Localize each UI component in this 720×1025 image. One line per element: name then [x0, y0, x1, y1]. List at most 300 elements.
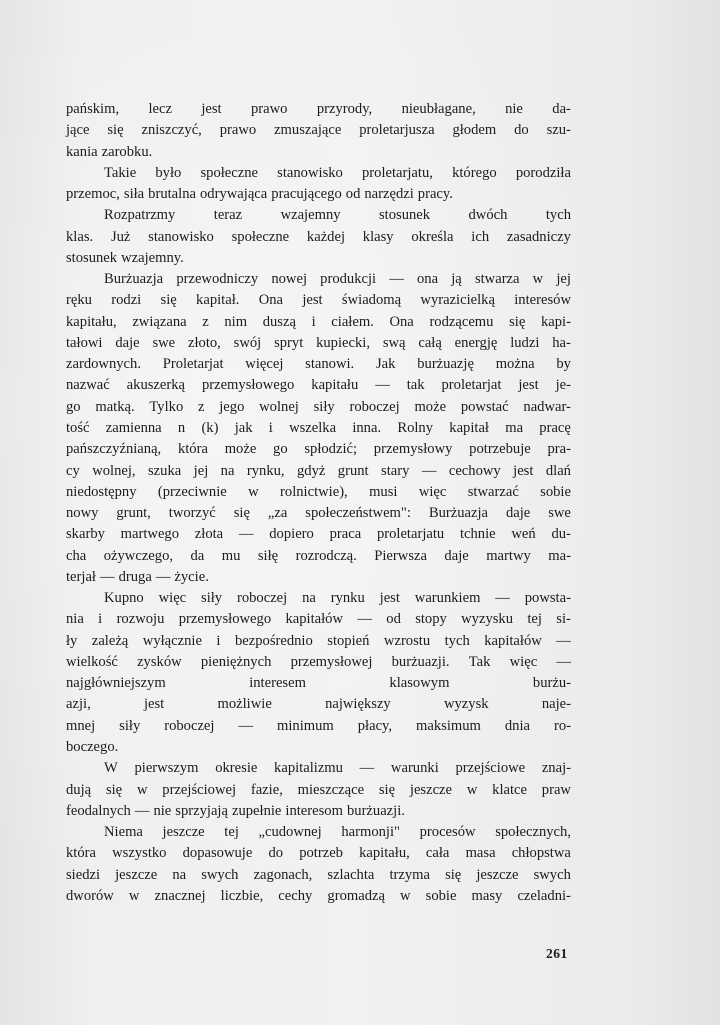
text-line [66, 461, 571, 482]
word: warunkiem [414, 590, 481, 607]
word: proletarjusza [359, 122, 435, 139]
word: nim [224, 313, 248, 330]
word: głodem [452, 122, 497, 139]
word: — [238, 526, 254, 543]
text-line [66, 205, 571, 226]
word: masy [471, 887, 503, 904]
word: rozrodczą. [295, 547, 357, 564]
word: znaj- [541, 760, 571, 777]
word: kapitał [449, 419, 489, 436]
word: burżuazję [417, 356, 474, 373]
text-line [66, 418, 571, 439]
word: rynku, [246, 462, 285, 479]
word: kapitału [311, 377, 359, 394]
word: możliwie [217, 696, 272, 713]
word: kapitałów [285, 611, 344, 628]
word: klatce [492, 781, 527, 798]
word: pańskim, [66, 101, 120, 117]
word: tość [66, 419, 90, 436]
word: jeszcze [409, 781, 453, 798]
word: tej [527, 611, 542, 628]
word: więcej [245, 356, 284, 373]
word: Burżuazja [104, 271, 164, 288]
word: jak [234, 419, 253, 436]
word: — [99, 568, 115, 585]
word: burżuazji. [391, 653, 450, 670]
word: ożywczego, [103, 547, 174, 564]
text-line [66, 503, 571, 524]
word: wszelka [289, 419, 337, 436]
word: jest [513, 462, 534, 479]
word: ją [451, 271, 462, 288]
word: mnej [66, 717, 96, 734]
word: czeladni- [517, 887, 571, 904]
word: roboczej [164, 717, 215, 734]
word: się [378, 781, 396, 798]
word: ły [66, 632, 78, 649]
word: i [98, 611, 103, 628]
word: interesem [249, 675, 306, 692]
word: mu [221, 547, 241, 564]
word: naje- [541, 696, 571, 713]
word: do [268, 845, 284, 862]
word: przewodniczy [176, 271, 259, 288]
word: na [172, 866, 187, 883]
text-line [66, 865, 571, 886]
word: stanowi. [305, 356, 355, 373]
word: go [273, 441, 288, 458]
word: interesów [514, 292, 571, 309]
word: stosunek [378, 207, 431, 224]
word: ona [417, 271, 439, 288]
word: rolnictwie), [280, 483, 348, 500]
word: — [238, 717, 254, 734]
word: się [105, 781, 123, 798]
text-line [66, 290, 571, 311]
word: powstać [460, 398, 509, 415]
word: gdyż [297, 462, 326, 479]
word: proletarjatu [376, 526, 445, 543]
text-line [66, 588, 571, 609]
word: n [177, 419, 186, 436]
text-line [66, 822, 571, 843]
word: je- [555, 377, 571, 394]
word: i [311, 313, 316, 330]
word: zysków [137, 653, 182, 670]
text-line [66, 227, 571, 248]
word: pracującego [271, 186, 342, 203]
word: tej [224, 824, 239, 841]
word: siłę [257, 547, 279, 564]
word: sobie [540, 483, 571, 500]
word: swą [382, 334, 406, 351]
word: swe [152, 334, 176, 351]
word: skarby [66, 526, 105, 543]
text-line [66, 546, 571, 567]
word: się [160, 292, 177, 309]
word: pieniężnych [200, 653, 272, 670]
word: Takie [104, 164, 137, 181]
word: największy [325, 696, 391, 713]
text-line [66, 843, 571, 864]
word: zamienna [105, 419, 162, 436]
word: rodzącemu [429, 313, 494, 330]
word: gromadzą [327, 887, 385, 904]
word: brutalna [148, 186, 196, 203]
word: kapitałów [484, 632, 542, 649]
word: — [134, 802, 150, 819]
word: tworzyć [168, 505, 216, 522]
text-line [66, 269, 571, 290]
word: feodalnych [66, 802, 131, 819]
word: musi [369, 483, 398, 500]
word: zmuszające [274, 122, 342, 139]
word: swych [533, 866, 571, 883]
word: daje [505, 505, 531, 522]
word: siedzi [66, 866, 101, 883]
word: szuka [148, 462, 182, 479]
word: harmonji" [341, 824, 400, 841]
word: dują [66, 781, 92, 798]
word: do [514, 122, 529, 139]
word: zniszczyć, [141, 122, 202, 139]
word: Ona [258, 292, 284, 309]
word: więc [158, 590, 187, 607]
word: klasy [362, 228, 394, 245]
word: kapi- [540, 313, 571, 330]
word: — [357, 611, 372, 628]
word: w [128, 887, 140, 904]
word: dnia [504, 717, 530, 734]
text-line [66, 758, 571, 779]
text-line [66, 652, 571, 673]
word: przyrody, [316, 101, 373, 117]
word: nie [153, 802, 172, 819]
word: masa [465, 845, 496, 862]
text-line [66, 163, 571, 184]
word: pracę [539, 419, 571, 436]
word: cechy [278, 887, 313, 904]
word: życie. [174, 568, 209, 585]
word: nie [505, 101, 523, 117]
word: ciałem. [331, 313, 374, 330]
word: pra- [547, 441, 571, 458]
text-line [66, 716, 571, 737]
word: dopasowuje [182, 845, 253, 862]
word: kupiecki, [316, 334, 370, 351]
word: stary [381, 462, 410, 479]
word: da [190, 547, 205, 564]
text-line [66, 886, 571, 907]
word: proletarjat [441, 377, 502, 394]
word: druga [118, 568, 152, 585]
page-number: 261 [546, 946, 568, 961]
word: która [66, 845, 96, 862]
word: roboczej [236, 590, 288, 607]
word: jeszcze [476, 866, 519, 883]
word: ro- [553, 717, 571, 734]
word: swój [233, 334, 262, 351]
word: cy [66, 462, 80, 479]
word: powsta- [524, 590, 571, 607]
word: bezpośrednio [234, 632, 313, 649]
word: było [155, 164, 182, 181]
text-line [66, 609, 571, 630]
word: — [556, 632, 571, 649]
word: lecz [148, 101, 172, 117]
text-line [66, 801, 571, 822]
word: nieubłagane, [401, 101, 476, 117]
word: spłodzić; [304, 441, 358, 458]
text-line [66, 99, 571, 120]
word: i [216, 632, 221, 649]
word: — [375, 377, 390, 394]
word: odrywająca [200, 186, 268, 203]
word: prawo [219, 122, 257, 139]
word: swych [201, 866, 239, 883]
word: cała [425, 845, 450, 862]
word: jest [379, 590, 400, 607]
word: wyrazicielką [420, 292, 495, 309]
word: dlań [545, 462, 571, 479]
word: na [220, 462, 235, 479]
text-line [66, 333, 571, 354]
word: się [233, 505, 250, 522]
word: „za [267, 505, 288, 522]
word: wyzysk [443, 696, 489, 713]
word: którego [452, 164, 497, 181]
word: pańszczyźnianą, [66, 441, 162, 458]
word: siły [119, 717, 141, 734]
word: jące [66, 122, 90, 139]
word: się [445, 866, 462, 883]
word: praca [329, 526, 362, 543]
word: — [421, 462, 437, 479]
word: Niema [104, 824, 143, 841]
word: W [104, 760, 118, 777]
word: dwóch [468, 207, 508, 224]
word: nazwać [66, 377, 110, 394]
word: Kupno [104, 590, 144, 607]
word: jego [219, 398, 245, 415]
word: zależą [91, 632, 129, 649]
word: w [532, 271, 544, 288]
word: wolnej [259, 398, 299, 415]
word: — [495, 590, 510, 607]
word: jej [193, 462, 209, 479]
word: tchnie [459, 526, 496, 543]
word: przejściowej [162, 781, 237, 798]
word: ich [471, 228, 490, 245]
word: z [198, 398, 205, 415]
word: stwarzać [467, 483, 519, 500]
text-line [66, 631, 571, 652]
word: w [136, 781, 148, 798]
word: siły [201, 590, 223, 607]
word: roboczej [349, 398, 400, 415]
word: nia [66, 611, 84, 628]
word: matką. [95, 398, 135, 415]
word: martwego [120, 526, 180, 543]
word: najgłówniejszym [66, 675, 166, 692]
word: na [302, 590, 316, 607]
word: jest [518, 377, 539, 394]
word: siły [313, 398, 335, 415]
body-text [66, 99, 571, 907]
word: Już [110, 228, 131, 245]
word: każdej [306, 228, 346, 245]
word: maksimum [416, 717, 481, 734]
word: wzrostu [383, 632, 431, 649]
word: stopień [327, 632, 370, 649]
word: ludzi [510, 334, 540, 351]
text-line [66, 439, 571, 460]
word: narzędzi [364, 186, 414, 203]
word: się [509, 313, 526, 330]
word: stopy [415, 611, 447, 628]
word: stanowisko [148, 228, 214, 245]
word: warunki [390, 760, 439, 777]
word: wszystko [112, 845, 167, 862]
word: akuszerką [126, 377, 186, 394]
word: może [224, 441, 257, 458]
word: więc [418, 483, 447, 500]
word: dopiero [269, 526, 314, 543]
text-line [66, 567, 571, 588]
word: związana [132, 313, 187, 330]
word: stosunek [66, 249, 118, 266]
word: ha- [552, 334, 571, 351]
word: tych [444, 632, 470, 649]
word: Rozpatrzmy [104, 207, 176, 224]
word: przemysłowy [373, 441, 453, 458]
word: liczbie, [220, 887, 264, 904]
word: kapitału, [66, 313, 117, 330]
word: się [107, 122, 124, 139]
word: (przeciwnie [157, 483, 227, 500]
word: kania [66, 143, 98, 160]
word: społeczne [200, 164, 259, 181]
word: stanowisko [277, 164, 343, 181]
word: która [177, 441, 208, 458]
word: jej [556, 271, 571, 288]
word: Burżuazja [428, 505, 489, 522]
word: da- [552, 101, 571, 117]
text-line [66, 375, 571, 396]
word: tych [545, 207, 571, 224]
text-line [66, 524, 571, 545]
word: — [389, 271, 404, 288]
word: Rolny [397, 419, 434, 436]
word: całą [418, 334, 442, 351]
word: określa [411, 228, 454, 245]
word: produkcji [320, 271, 377, 288]
word: zasadniczy [506, 228, 571, 245]
word: go [66, 398, 81, 415]
word: można [495, 356, 535, 373]
word: — [155, 568, 171, 585]
word: fazie, [250, 781, 283, 798]
word: cha [66, 547, 87, 564]
text-line [66, 482, 571, 503]
word: przemoc, [66, 186, 120, 203]
word: nowej [271, 271, 307, 288]
word: stwarza [474, 271, 520, 288]
word: Tak [468, 653, 491, 670]
word: du- [551, 526, 571, 543]
word: w [248, 483, 259, 500]
word: Proletarjat [162, 356, 224, 373]
word: prawo [250, 101, 288, 117]
word: proletarjatu, [362, 164, 433, 181]
word: kapitalizmu [274, 760, 343, 777]
text-line [66, 780, 571, 801]
word: świadomą [341, 292, 402, 309]
word: wyłącznie [142, 632, 202, 649]
word: od [345, 186, 361, 203]
word: — [359, 760, 375, 777]
word: Pierwsza [374, 547, 427, 564]
word: spryt [274, 334, 304, 351]
word: nowy [66, 505, 99, 522]
text-line [66, 694, 571, 715]
word: praw [541, 781, 571, 798]
word: potrzebuje [469, 441, 531, 458]
text-line [66, 397, 571, 418]
word: wyzysku [461, 611, 514, 628]
word: społeczeństwem": [305, 505, 411, 522]
word: szlachta [327, 866, 375, 883]
word: tak [406, 377, 425, 394]
word: procesów [419, 824, 476, 841]
word: Tylko [149, 398, 184, 415]
word: inna. [352, 419, 382, 436]
word: porodziła [515, 164, 571, 181]
word: zarobku. [101, 143, 153, 160]
word: więc [509, 653, 538, 670]
word: może [414, 398, 447, 415]
word: w [466, 781, 478, 798]
word: by [556, 356, 571, 373]
text-line [66, 120, 571, 141]
text-line [66, 737, 571, 758]
word: nadwar- [523, 398, 571, 415]
word: swe [548, 505, 571, 522]
word: zardownych. [66, 356, 141, 373]
word: klas. [66, 228, 94, 245]
word: wolnej, [92, 462, 136, 479]
word: i [268, 419, 273, 436]
word: Ona [389, 313, 414, 330]
word: rynku [330, 590, 365, 607]
word: grunt [337, 462, 369, 479]
word: złota [194, 526, 224, 543]
text-line [66, 312, 571, 333]
word: przemysłowego [178, 611, 272, 628]
word: wzajemny. [121, 249, 184, 266]
word: daje [444, 547, 469, 564]
word: płacy, [357, 717, 393, 734]
text-line [66, 184, 571, 205]
word: szu- [546, 122, 571, 139]
word: tałowi [66, 334, 103, 351]
word: sobie [425, 887, 457, 904]
word: przemysłowego [201, 377, 295, 394]
word: przejściowe [455, 760, 526, 777]
text-line [66, 142, 571, 163]
word: od [386, 611, 401, 628]
word: wielkość [66, 653, 118, 670]
